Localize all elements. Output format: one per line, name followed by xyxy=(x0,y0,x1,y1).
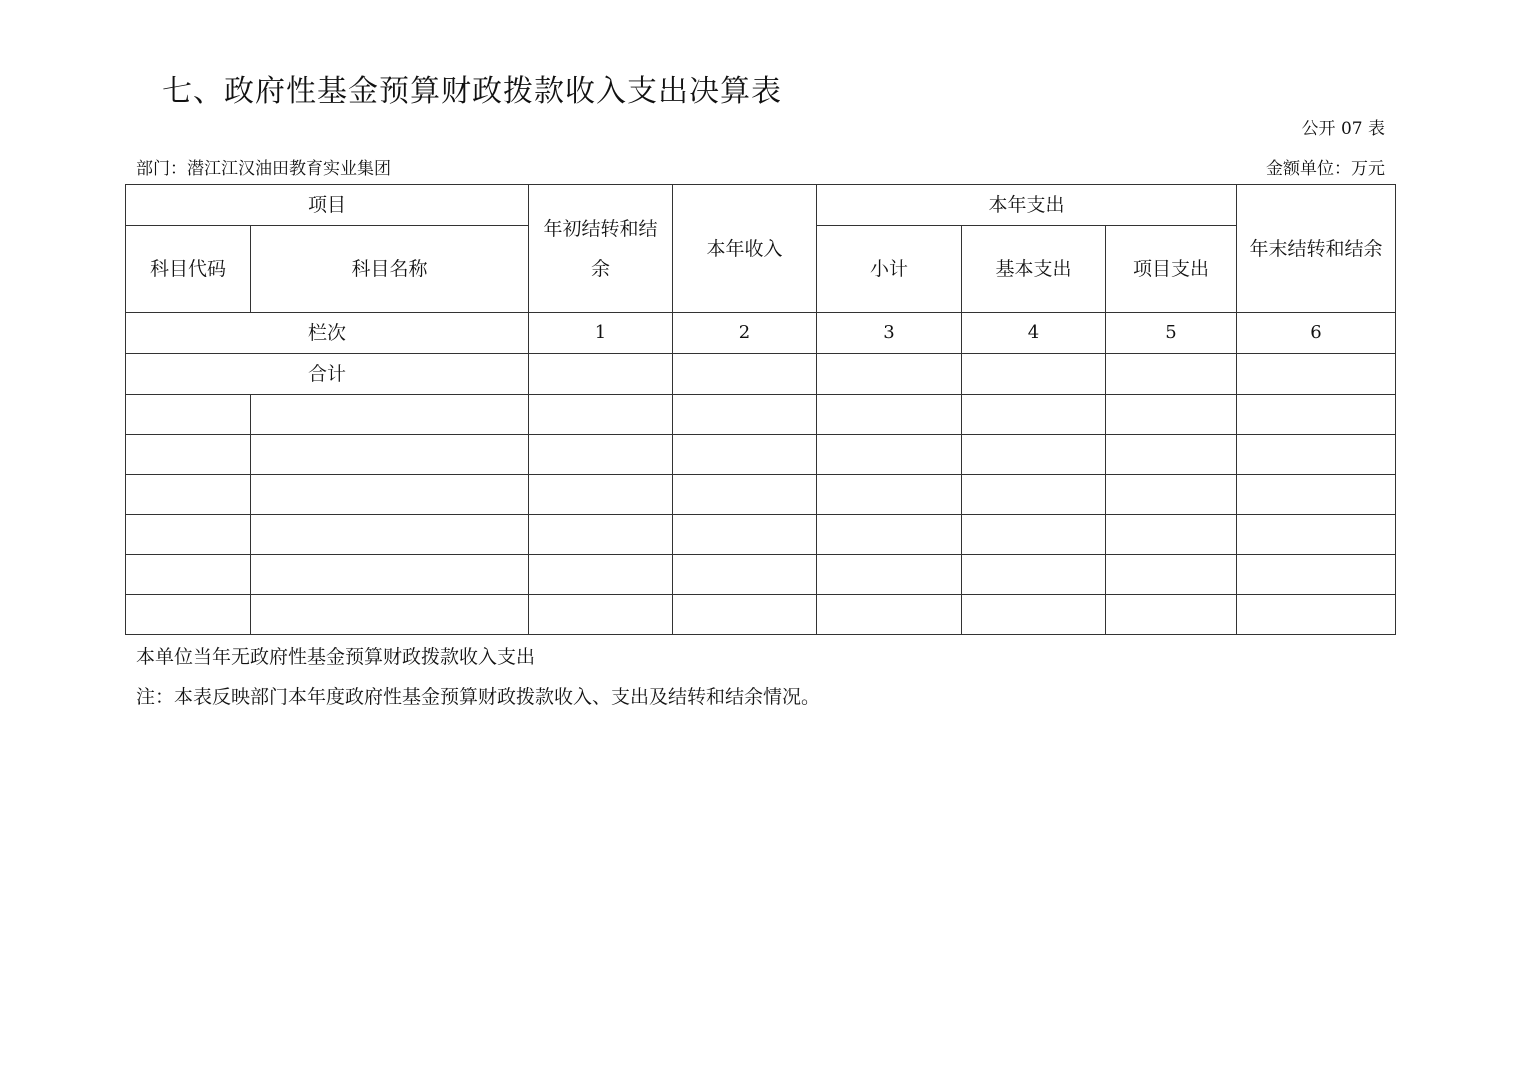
department-label: 部门：潜江江汉油田教育实业集团 xyxy=(136,159,391,179)
page-title: 七、政府性基金预算财政拨款收入支出决算表 xyxy=(162,74,782,109)
column-row-label: 栏次 xyxy=(126,313,529,354)
row-cell xyxy=(962,435,1106,475)
row-cell xyxy=(817,555,962,595)
row-cell xyxy=(529,515,673,555)
row-name xyxy=(251,595,529,635)
row-cell xyxy=(1237,395,1396,435)
row-cell xyxy=(673,555,817,595)
header-code: 科目代码 xyxy=(126,226,251,313)
table-row xyxy=(126,515,1396,555)
row-code xyxy=(126,555,251,595)
row-name xyxy=(251,515,529,555)
row-cell xyxy=(1237,435,1396,475)
header-row-1 xyxy=(126,185,1396,226)
row-cell xyxy=(962,515,1106,555)
header-begin-balance: 年初结转和结余 xyxy=(529,185,673,313)
row-cell xyxy=(673,595,817,635)
header-basic: 基本支出 xyxy=(962,226,1106,313)
table-row xyxy=(126,555,1396,595)
row-cell xyxy=(1106,555,1237,595)
header-project: 项目支出 xyxy=(1106,226,1237,313)
column-number-row xyxy=(126,313,1396,354)
table-row xyxy=(126,595,1396,635)
row-code xyxy=(126,475,251,515)
row-cell xyxy=(817,435,962,475)
row-cell xyxy=(529,435,673,475)
total-cell xyxy=(817,354,962,395)
total-cell xyxy=(962,354,1106,395)
header-subtotal: 小计 xyxy=(817,226,962,313)
header-expense: 本年支出 xyxy=(817,185,1237,226)
total-cell xyxy=(1106,354,1237,395)
row-cell xyxy=(962,555,1106,595)
total-cell xyxy=(529,354,673,395)
row-code xyxy=(126,515,251,555)
table-row xyxy=(126,395,1396,435)
row-cell xyxy=(1237,515,1396,555)
row-cell xyxy=(962,595,1106,635)
row-cell xyxy=(529,395,673,435)
header-item: 项目 xyxy=(126,185,529,226)
column-number: 2 xyxy=(673,313,817,354)
table-row xyxy=(126,475,1396,515)
row-name xyxy=(251,555,529,595)
column-number: 1 xyxy=(529,313,673,354)
row-code xyxy=(126,435,251,475)
row-cell xyxy=(529,595,673,635)
total-label: 合计 xyxy=(126,354,529,395)
amount-unit-label: 金额单位：万元 xyxy=(1266,159,1385,179)
row-cell xyxy=(1106,475,1237,515)
column-number: 5 xyxy=(1106,313,1237,354)
row-cell xyxy=(817,475,962,515)
row-code xyxy=(126,595,251,635)
row-cell xyxy=(1106,395,1237,435)
row-cell xyxy=(1106,595,1237,635)
row-cell xyxy=(673,395,817,435)
row-cell xyxy=(1106,435,1237,475)
row-cell xyxy=(962,395,1106,435)
row-cell xyxy=(1237,475,1396,515)
total-cell xyxy=(1237,354,1396,395)
total-cell xyxy=(673,354,817,395)
row-code xyxy=(126,395,251,435)
column-number: 6 xyxy=(1237,313,1396,354)
column-number: 3 xyxy=(817,313,962,354)
column-number: 4 xyxy=(962,313,1106,354)
row-cell xyxy=(817,595,962,635)
row-cell xyxy=(817,395,962,435)
row-cell xyxy=(673,475,817,515)
no-data-note: 本单位当年无政府性基金预算财政拨款收入支出 xyxy=(136,646,536,668)
header-end-balance: 年末结转和结余 xyxy=(1237,185,1396,313)
row-name xyxy=(251,395,529,435)
table-row xyxy=(126,435,1396,475)
form-code: 公开 07 表 xyxy=(1301,119,1385,139)
row-name xyxy=(251,475,529,515)
budget-table xyxy=(125,184,1396,635)
row-cell xyxy=(529,475,673,515)
row-name xyxy=(251,435,529,475)
explanation-note: 注：本表反映部门本年度政府性基金预算财政拨款收入、支出及结转和结余情况。 xyxy=(136,686,821,708)
row-cell xyxy=(817,515,962,555)
row-cell xyxy=(529,555,673,595)
row-cell xyxy=(673,435,817,475)
header-name: 科目名称 xyxy=(251,226,529,313)
header-income: 本年收入 xyxy=(673,185,817,313)
row-cell xyxy=(1237,555,1396,595)
row-cell xyxy=(1237,595,1396,635)
total-row xyxy=(126,354,1396,395)
row-cell xyxy=(673,515,817,555)
row-cell xyxy=(1106,515,1237,555)
row-cell xyxy=(962,475,1106,515)
